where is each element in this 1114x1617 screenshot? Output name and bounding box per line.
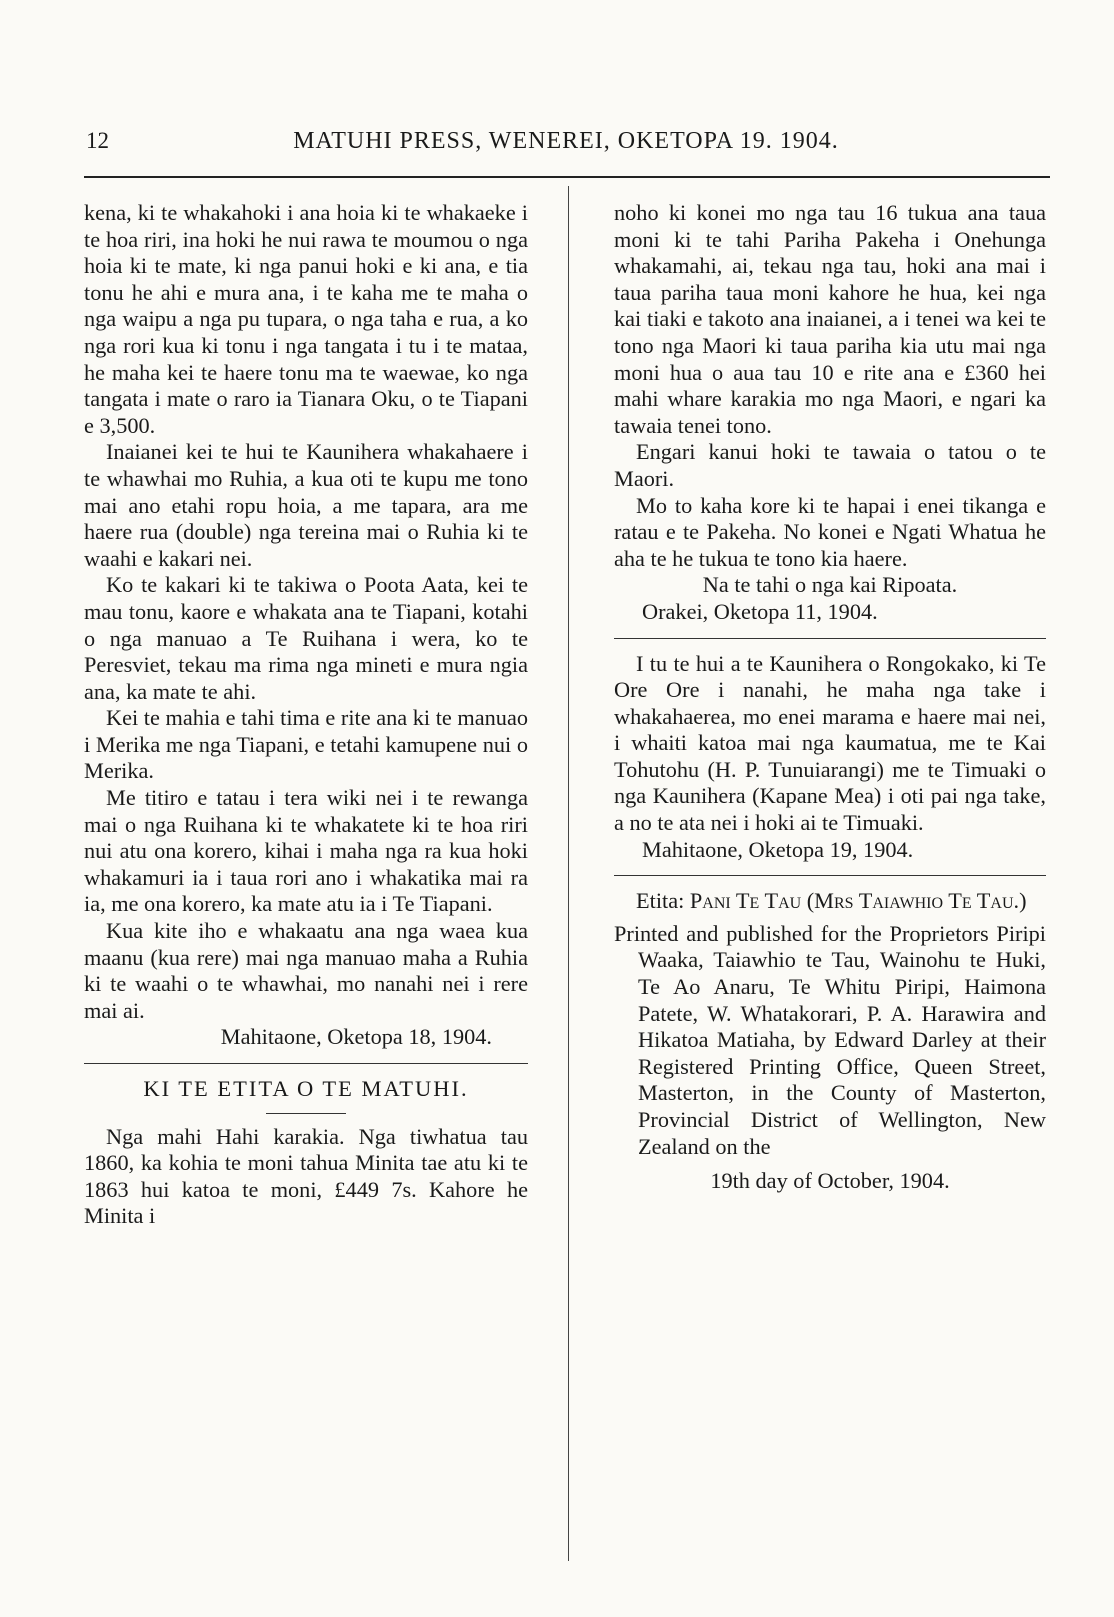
article-paragraph: Kua kite iho e whakaatu ana nga waea kua maanu (kua rere) mai nga manuao maha a Ruhia ki te waahi o te whawhai, mo nanahi nei i rere mai ai. xyxy=(84,918,528,1023)
article-paragraph: Inaianei kei te hui te Kaunihera whakahaere i te whawhai mo Ruhia, a kua oti te kupu me tono mai ano etahi ropu hoia, a me tapara, ara me haere rua (double) nga tereina mai o Ruhia ki te waahi e kakari nei. xyxy=(84,439,528,571)
letter-paragraph: Engari kanui hoki te tawaia o tatou o te Maori. xyxy=(614,439,1046,491)
article-paragraph: Me titiro e tatau i tera wiki nei i te rewanga mai o nga Ruihana ki te whakatete ki te hoa riri nui atu ona korero, kihai i maha nga ra kua hoki whakamuri ia i taua rori ano i whakatika mai ra ia, me ona korero, ka mate atu ia i Te Tiapani. xyxy=(84,785,528,917)
column-divider xyxy=(568,186,569,1561)
letter-paragraph: Nga mahi Hahi karakia. Nga tiwhatua tau 1860, ka kohia te moni tahua Minita tae atu ki te 1863 hui katoa te moni, £449 7s. Kahore he Minita i xyxy=(84,1123,528,1229)
notice-paragraph: I tu te hui a te Kaunihera o Rongokako, ki Te Ore Ore i nanahi, he maha nga take i whakahaerea, mo enei marama e haere mai nei, i whaiti katoa mai nga kaumatua, me te Kai Tohutohu (H. P. Tunuiarangi) me te Timuaki o nga Kaunihera (Kapane Mea) i oti pai nga take, a no te ata nei i hoki ai te Timuaki. xyxy=(614,650,1046,836)
letter-dateline: Orakei, Oketopa 11, 1904. xyxy=(642,598,878,624)
right-column xyxy=(614,200,1046,1195)
editor-name: Pani Te Tau (Mrs Taiawhio Te Tau.) xyxy=(689,888,1027,914)
article-paragraph: Ko te kakari ki te takiwa o Poota Aata, kei te mau tonu, kaore e whakata ana te Tiapani, kotahi o nga manuao a Te Ruihana i wera, ko te Peresviet, tekau ma rima nga mineti e mura ngia ana, ka mate te ahi. xyxy=(84,572,528,704)
notice-dateline: Mahitaone, Oketopa 19, 1904. xyxy=(642,836,914,862)
imprint: Printed and published for the Proprietors Piripi Waaka, Taiawhio te Tau, Wainohu te Huki, Te Ao Anaru, Te Whitu Piripi, Haimona Patete, W. Whatakorari, P. A. Harawira and Hikatoa Matiaha, by Edward Darley at their Registered Printing Office, Queen Street, Masterton, in the County of Masterton, Provincial District of Wellington, New Zealand on the xyxy=(614,920,1046,1159)
header-rule xyxy=(84,176,1050,178)
section-rule xyxy=(614,638,1046,639)
section-rule xyxy=(614,875,1046,876)
editor-line xyxy=(614,888,1046,915)
left-column xyxy=(84,200,528,1230)
imprint-date: 19th day of October, 1904. xyxy=(710,1168,950,1194)
short-rule xyxy=(266,1113,346,1114)
section-rule xyxy=(84,1063,528,1064)
article-paragraph: kena, ki te whakahoki i ana hoia ki te whakaeke i te hoa riri, ina hoki he nui rawa te moumou o nga hoia ki te mate, ki nga panui hoki e ki ana, e tia tonu he ahi e mura ana, i te kaha me te maha o nga waipu a nga pu tupara, o nga taha e rua, a ko nga rori kua ki tonu i nga tangata i tu i te mataa, he maha kei te haere tonu ma te waewae, ko nga tangata i mate o raro ia Tianara Oku, o te Tiapani e 3,500. xyxy=(84,200,528,438)
page-number: 12 xyxy=(86,128,109,153)
article-signoff: Mahitaone, Oketopa 18, 1904. xyxy=(220,1024,492,1050)
article-paragraph: Kei te mahia e tahi tima e rite ana ki te manuao i Merika me nga Tiapani, e tetahi kamupene nui o Merika. xyxy=(84,705,528,784)
editor-label: Etita: xyxy=(636,888,685,914)
letter-signature: Na te tahi o nga kai Ripoata. xyxy=(702,572,958,598)
letter-paragraph: Mo to kaha kore ki te hapai i enei tikanga e ratau e te Pakeha. No konei e Ngati Whatua he aha te he tukua te tono kia haere. xyxy=(614,492,1046,571)
page-header xyxy=(86,128,1046,162)
letter-heading: KI TE ETITA O TE MATUHI. xyxy=(143,1076,469,1101)
masthead: MATUHI PRESS, WENEREI, OKETOPA 19. 1904. xyxy=(293,128,839,154)
letter-paragraph: noho ki konei mo nga tau 16 tukua ana taua moni ki te tahi Pariha Pakeha i Onehunga whakamahi, ai, tekau nga tau, hoki ana mai i taua pariha taua moni kahore he hua, kei nga kai tiaki e takoto ana inaianei, a i tenei wa kei te tono nga Maori ki taua pariha kia utu mai nga moni hua o aua tau 10 e rite ana e £360 hei mahi whare karakia mo nga Maori, e ngari ka tawaia tenei tono. xyxy=(614,200,1046,438)
